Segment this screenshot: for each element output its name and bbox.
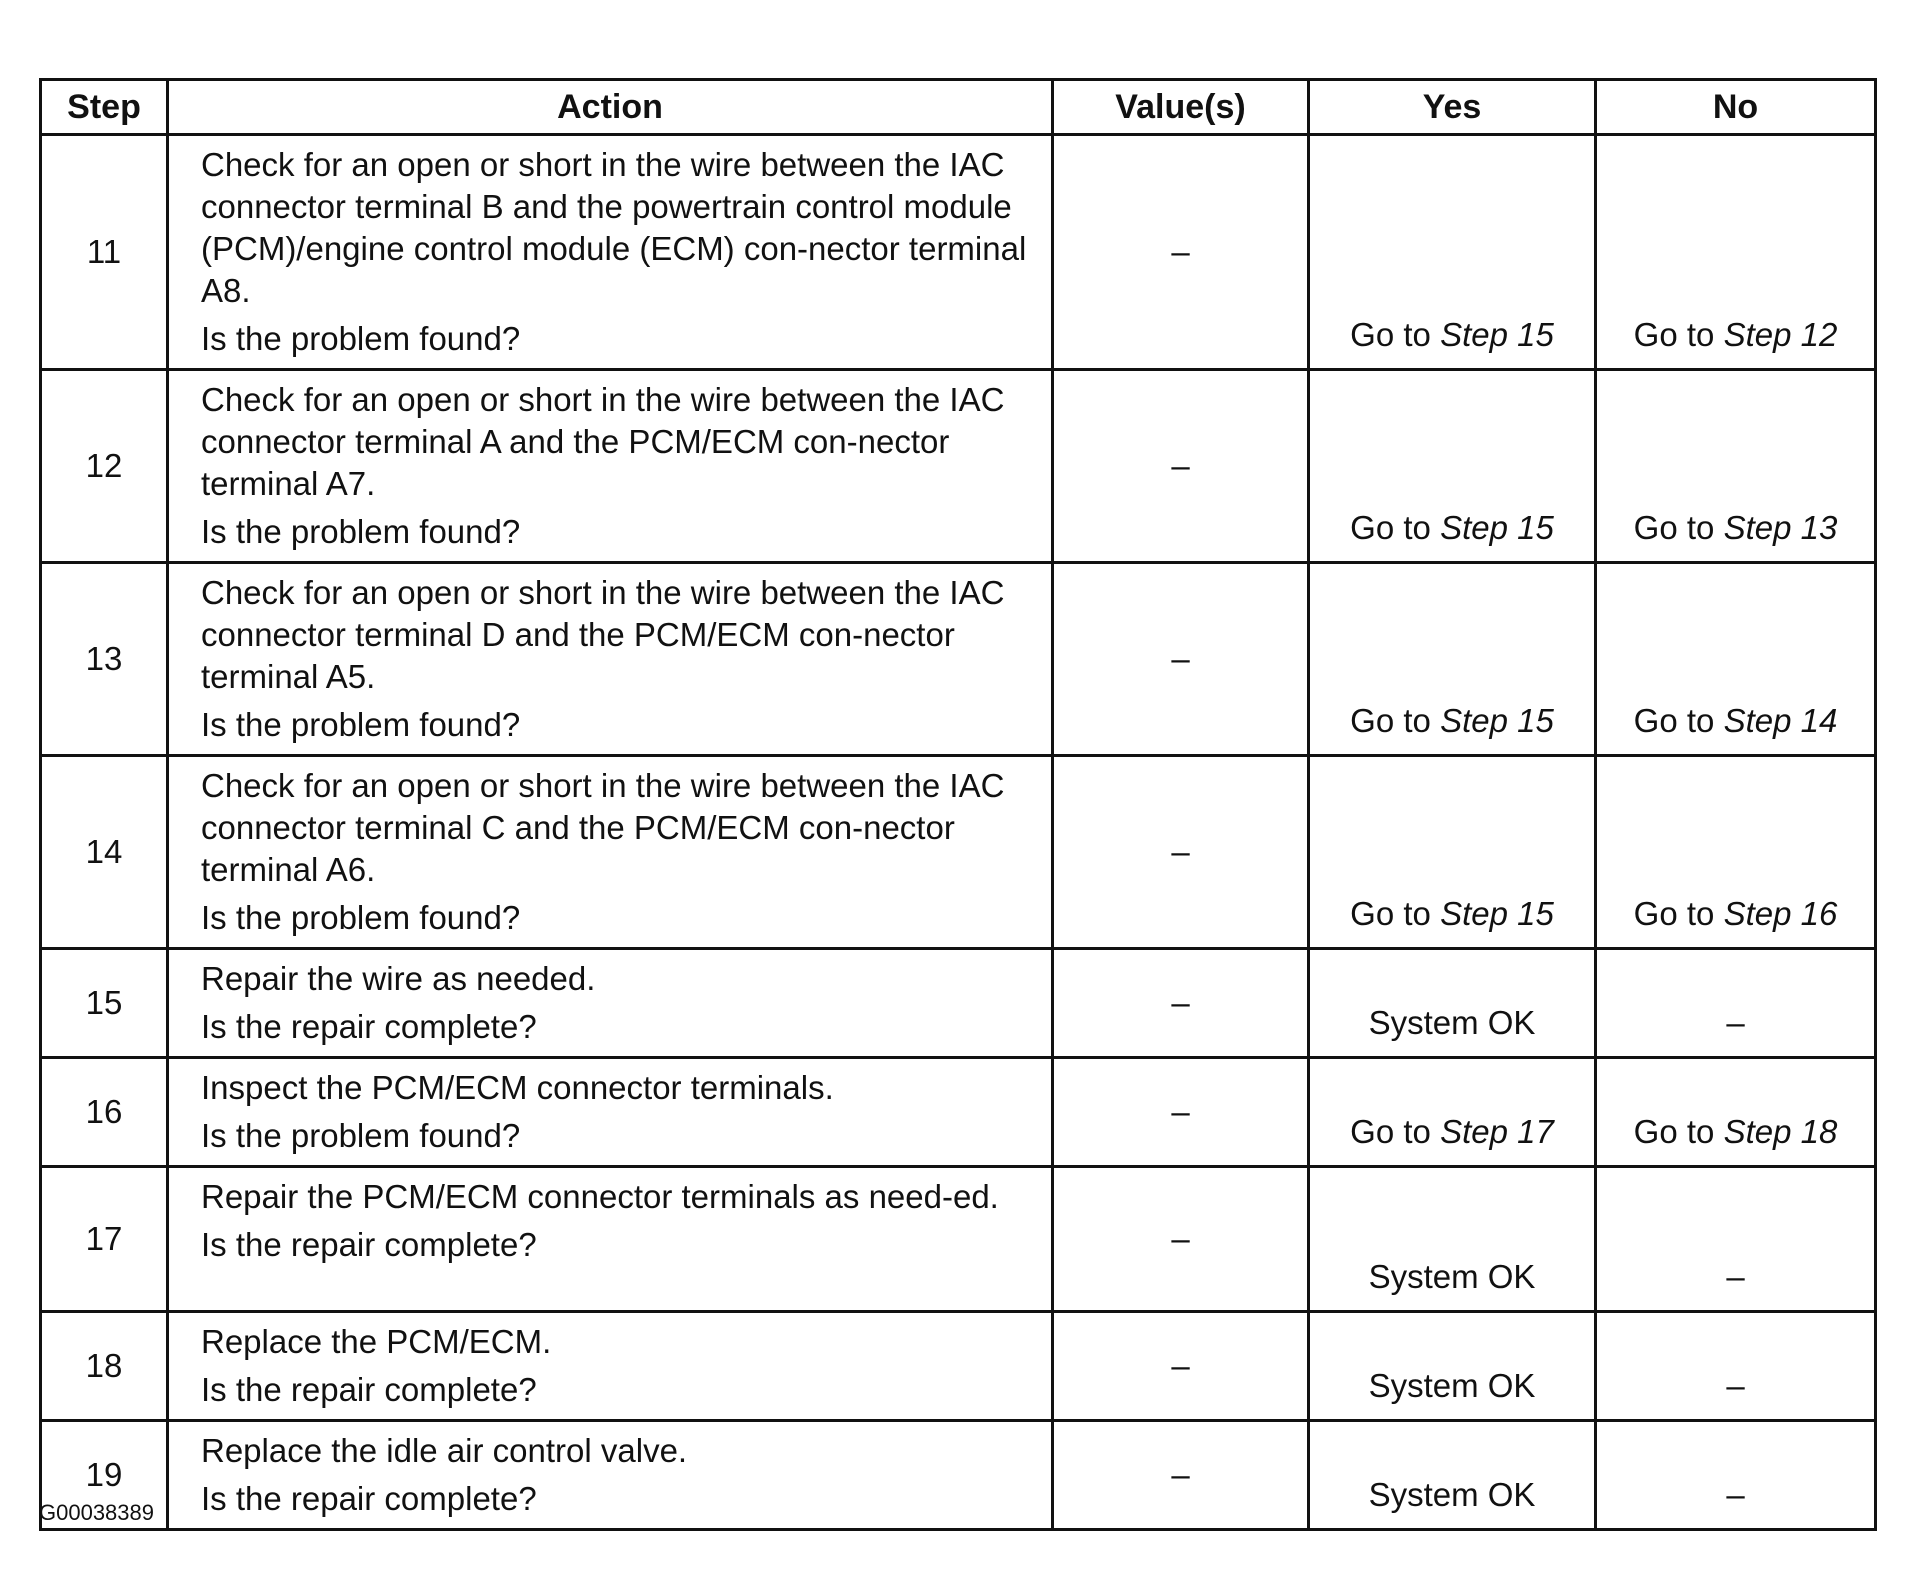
value-cell: – — [1053, 563, 1309, 756]
no-cell — [1596, 1058, 1876, 1167]
yes-cell — [1309, 949, 1596, 1058]
no-prefix: Go to — [1633, 702, 1724, 739]
value-cell: – — [1053, 949, 1309, 1058]
action-cell — [168, 135, 1053, 370]
action-text: Check for an open or short in the wire between the IAC connector terminal D and the PCM/ECM con-nector terminal A5. — [201, 574, 1005, 695]
step-number: 15 — [41, 949, 168, 1058]
table-row — [41, 1167, 1876, 1312]
action-cell — [168, 949, 1053, 1058]
no-step-link: Step 13 — [1723, 509, 1838, 546]
no-prefix: Go to — [1633, 895, 1724, 932]
yes-prefix: System OK — [1368, 1476, 1536, 1513]
no-prefix: – — [1726, 1476, 1745, 1513]
action-text: Check for an open or short in the wire between the IAC connector terminal B and the powertrain control module (PCM)/engine control module (ECM) con-nector terminal A8. — [201, 146, 1027, 309]
table-row — [41, 563, 1876, 756]
yes-step-link: Step 15 — [1440, 316, 1554, 353]
yes-prefix: System OK — [1368, 1004, 1536, 1041]
yes-step-link: Step 15 — [1440, 895, 1554, 932]
no-prefix: – — [1726, 1258, 1745, 1295]
step-number: 13 — [41, 563, 168, 756]
action-question: Is the repair complete? — [201, 1480, 537, 1517]
action-text: Check for an open or short in the wire between the IAC connector terminal A and the PCM/ECM con-nector terminal A7. — [201, 381, 1005, 502]
no-prefix: – — [1726, 1004, 1745, 1041]
action-question: Is the repair complete? — [201, 1226, 537, 1263]
table-row — [41, 756, 1876, 949]
action-question: Is the problem found? — [201, 1117, 521, 1154]
value-cell: – — [1053, 1167, 1309, 1312]
action-question: Is the problem found? — [201, 899, 521, 936]
header-yes: Yes — [1309, 80, 1596, 135]
action-cell — [168, 1058, 1053, 1167]
action-cell — [168, 756, 1053, 949]
table-row — [41, 1058, 1876, 1167]
action-question: Is the problem found? — [201, 320, 521, 357]
action-text: Replace the idle air control valve. — [201, 1432, 688, 1469]
step-number: 18 — [41, 1312, 168, 1421]
yes-step-link: Step 15 — [1440, 509, 1554, 546]
action-question: Is the repair complete? — [201, 1371, 537, 1408]
no-prefix: – — [1726, 1367, 1745, 1404]
yes-prefix: Go to — [1350, 509, 1441, 546]
action-cell — [168, 1312, 1053, 1421]
no-cell — [1596, 756, 1876, 949]
no-cell — [1596, 135, 1876, 370]
no-cell — [1596, 1312, 1876, 1421]
action-text: Repair the wire as needed. — [201, 960, 596, 997]
yes-step-link: Step 17 — [1440, 1113, 1554, 1150]
no-cell — [1596, 370, 1876, 563]
step-number: 16 — [41, 1058, 168, 1167]
action-text: Check for an open or short in the wire between the IAC connector terminal C and the PCM/ECM con-nector terminal A6. — [201, 767, 1005, 888]
action-text: Replace the PCM/ECM. — [201, 1323, 552, 1360]
value-cell: – — [1053, 756, 1309, 949]
no-cell — [1596, 563, 1876, 756]
step-number: 11 — [41, 135, 168, 370]
table-row — [41, 135, 1876, 370]
no-step-link: Step 16 — [1723, 895, 1838, 932]
value-cell: – — [1053, 1421, 1309, 1530]
header-values: Value(s) — [1053, 80, 1309, 135]
yes-cell — [1309, 370, 1596, 563]
yes-cell — [1309, 1421, 1596, 1530]
step-number: 17 — [41, 1167, 168, 1312]
yes-prefix: Go to — [1350, 702, 1441, 739]
yes-cell — [1309, 1058, 1596, 1167]
header-step: Step — [41, 80, 168, 135]
value-cell: – — [1053, 370, 1309, 563]
action-text: Repair the PCM/ECM connector terminals as need-ed. — [201, 1178, 999, 1215]
header-no: No — [1596, 80, 1876, 135]
header-row — [41, 80, 1876, 135]
action-question: Is the problem found? — [201, 513, 521, 550]
action-text: Inspect the PCM/ECM connector terminals. — [201, 1069, 834, 1106]
no-prefix: Go to — [1633, 509, 1724, 546]
yes-cell — [1309, 563, 1596, 756]
action-cell — [168, 370, 1053, 563]
table-row — [41, 370, 1876, 563]
table-row — [41, 1312, 1876, 1421]
yes-prefix: System OK — [1368, 1367, 1536, 1404]
no-step-link: Step 14 — [1723, 702, 1838, 739]
yes-cell — [1309, 1167, 1596, 1312]
no-step-link: Step 12 — [1723, 316, 1838, 353]
value-cell: – — [1053, 135, 1309, 370]
no-cell — [1596, 949, 1876, 1058]
yes-prefix: Go to — [1350, 1113, 1441, 1150]
yes-prefix: System OK — [1368, 1258, 1536, 1295]
action-question: Is the repair complete? — [201, 1008, 537, 1045]
yes-step-link: Step 15 — [1440, 702, 1554, 739]
action-cell — [168, 563, 1053, 756]
diagnostic-table — [39, 78, 1877, 1531]
yes-prefix: Go to — [1350, 316, 1441, 353]
no-prefix: Go to — [1633, 316, 1724, 353]
header-action: Action — [168, 80, 1053, 135]
step-number: 14 — [41, 756, 168, 949]
yes-cell — [1309, 756, 1596, 949]
figure-id: G00038389 — [39, 1500, 154, 1525]
value-cell: – — [1053, 1312, 1309, 1421]
yes-prefix: Go to — [1350, 895, 1441, 932]
no-cell — [1596, 1421, 1876, 1530]
action-cell — [168, 1167, 1053, 1312]
step-number: 19 — [41, 1421, 168, 1530]
table-row — [41, 949, 1876, 1058]
action-question: Is the problem found? — [201, 706, 521, 743]
no-step-link: Step 18 — [1723, 1113, 1838, 1150]
table-row — [41, 1421, 1876, 1530]
yes-cell — [1309, 1312, 1596, 1421]
no-prefix: Go to — [1633, 1113, 1724, 1150]
no-cell — [1596, 1167, 1876, 1312]
yes-cell — [1309, 135, 1596, 370]
action-cell — [168, 1421, 1053, 1530]
value-cell: – — [1053, 1058, 1309, 1167]
step-number: 12 — [41, 370, 168, 563]
